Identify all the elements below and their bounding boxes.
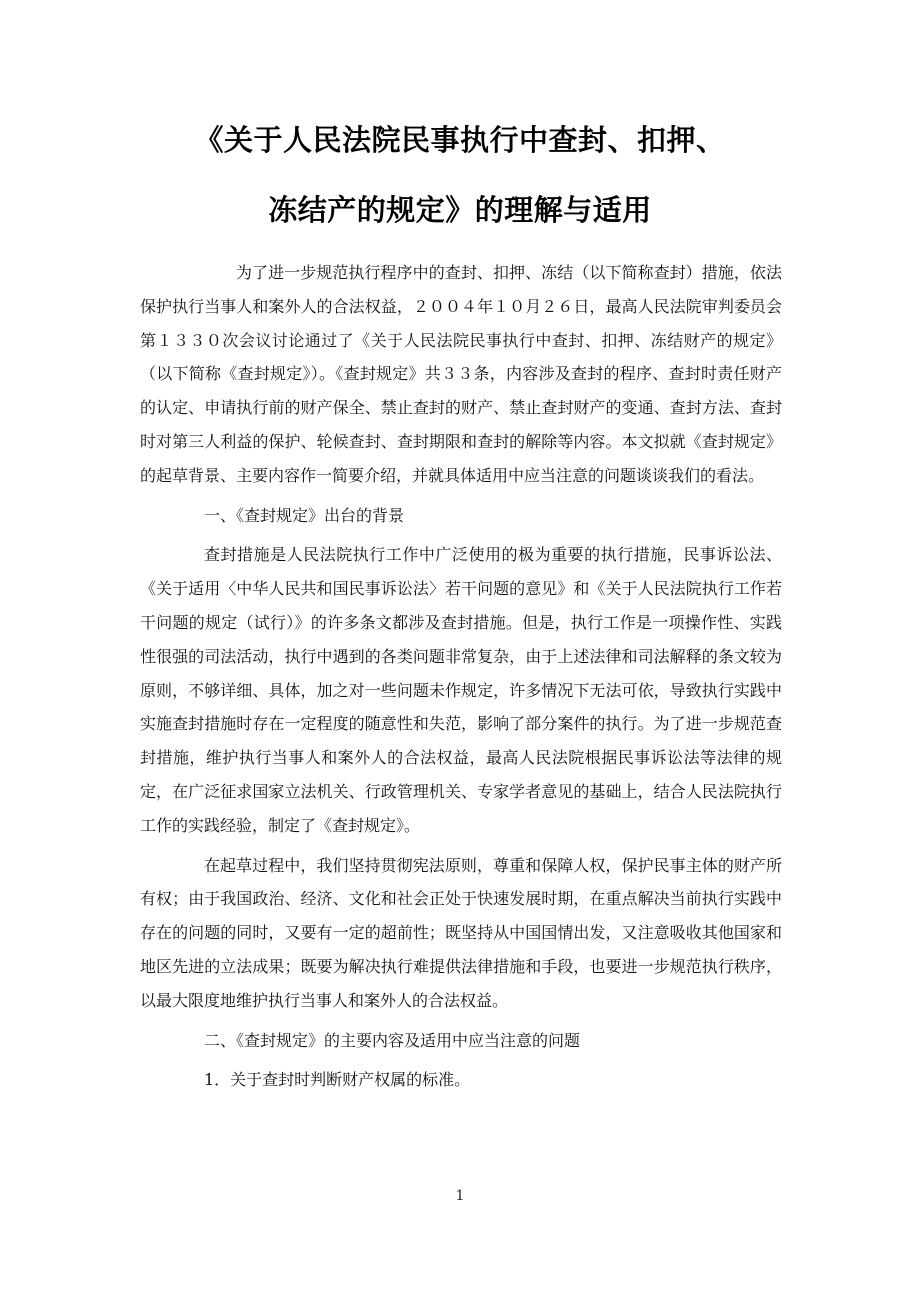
paragraph-drafting: 在起草过程中，我们坚持贯彻宪法原则，尊重和保障人权，保护民事主体的财产所有权；由于我国政治、经济、文化和社会正处于快速发展时期，在重点解决当前执行实践中存在的问题的同时，又要有一定的超前性；既坚持从中国国情出发，又注意吸收其他国家和地区先进的立法成果；既要为解决执行难提供法律措施和手段，也要进一步规范执行秩序，以最大限度地维护执行当事人和案外人的合法权益。 xyxy=(140,855,782,1010)
paragraph-intro: 为了进一步规范执行程序中的查封、扣押、冻结（以下简称查封）措施，依法保护执行当事人和案外人的合法权益，２００４年１０月２６日，最高人民法院审判委员会第１３３０次会议讨论通过了《关于人民法院民事执行中查封、扣押、冻结财产的规定》（以下简称《查封规定》）。《查封规定》共３３条，内容涉及查封的程序、查封时责任财产的认定、申请执行前的财产保全、禁止查封的财产、禁止查封财产的变通、查封方法、查封时对第三人利益的保护、轮候查封、查封期限和查封的解除等内容。本文拟就《查封规定》的起草背景、主要内容作一简要介绍，并就具体适用中应当注意的问题谈谈我们的看法。 xyxy=(140,263,782,485)
section-heading-2: 二、《查封规定》的主要内容及适用中应当注意的问题 xyxy=(204,1030,581,1050)
document-body xyxy=(140,256,782,1097)
document-title-line-2: 冻结产的规定》的理解与适用 xyxy=(268,193,652,227)
paragraph-background: 查封措施是人民法院执行工作中广泛使用的极为重要的执行措施，民事诉讼法、《关于适用〈中华人民共和国民事诉讼法〉若干问题的意见》和《关于人民法院执行工作若干问题的规定（试行）》的许多条文都涉及查封措施。但是，执行工作是一项操作性、实践性很强的司法活动，执行中遇到的各类问题非常复杂，由于上述法律和司法解释的条文较为原则，不够详细、具体，加之对一些问题未作规定，许多情况下无法可依，导致执行实践中实施查封措施时存在一定程度的随意性和失范，影响了部分案件的执行。为了进一步规范查封措施，维护执行当事人和案外人的合法权益，最高人民法院根据民事诉讼法等法律的规定，在广泛征求国家立法机关、行政管理机关、专家学者意见的基础上，结合人民法院执行工作的实践经验，制定了《查封规定》。 xyxy=(140,545,782,835)
section-heading-1: 一、《查封规定》出台的背景 xyxy=(204,505,405,525)
subsection-heading-1: 1．关于查封时判断财产权属的标准。 xyxy=(204,1070,471,1090)
page-number: 1 xyxy=(455,1188,465,1204)
document-title-line-1: 《关于人民法院民事执行中查封、扣押、 xyxy=(194,123,726,157)
